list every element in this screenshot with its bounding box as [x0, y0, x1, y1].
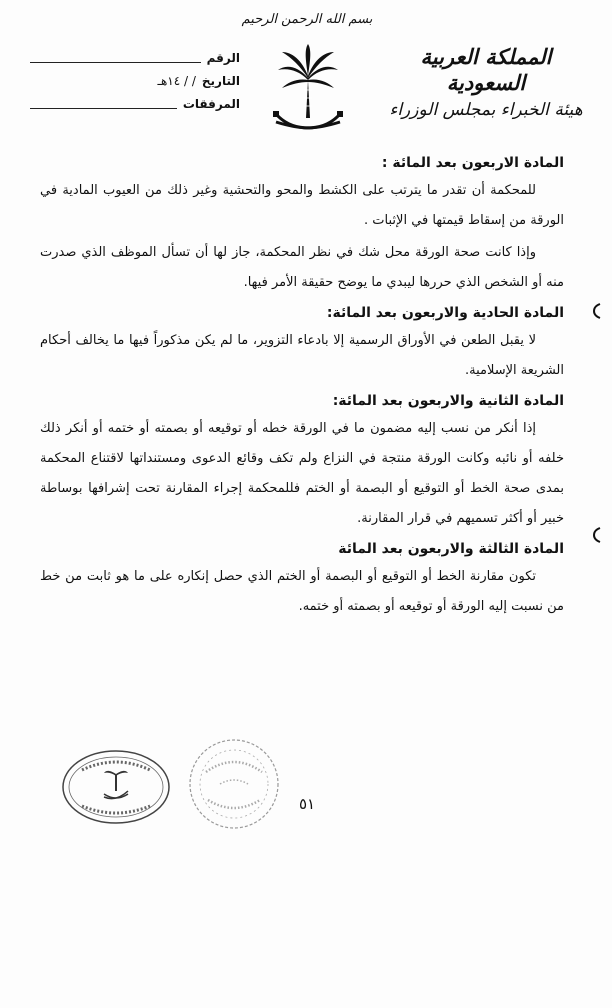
faded-round-seal — [186, 736, 282, 832]
article-141 — [40, 300, 564, 386]
date-format: / / ١٤هـ — [157, 74, 196, 88]
article-paragraph: للمحكمة أن تقدر ما يترتب على الكشط والمحو والتحشية وغير ذلك من العيوب المادية في الورقة من إسقاط قيمتها في الإثبات . — [40, 183, 564, 228]
document-body — [40, 150, 564, 622]
date-row — [30, 67, 240, 90]
basmala-calligraphy: بسم الله الرحمن الرحيم — [241, 12, 373, 27]
attachments-row — [30, 90, 240, 113]
article-title: المادة الاربعون بعد المائة : — [381, 155, 564, 171]
organization-name — [386, 44, 586, 124]
official-seal-stamp — [60, 748, 172, 826]
reference-fields — [30, 44, 240, 113]
article-title: المادة الحادية والاربعون بعد المائة: — [326, 305, 564, 321]
ref-number-row — [30, 44, 240, 67]
article-142 — [40, 388, 564, 534]
attachments-line — [30, 98, 177, 109]
attachments-label: المرفقات — [182, 97, 240, 111]
article-140 — [40, 150, 564, 298]
article-143 — [40, 536, 564, 622]
article-paragraph: إذا أنكر من نسب إليه مضمون ما في الورقة خطه أو توقيعه أو بصمته أو ختمه أو أنكر ذلك خلفه أو نائبه وكانت الورقة منتجة في النزاع ولم تكف وقائع الدعوى ومستنداتها لاقتناع المحكمة بمدى صحة الخط أو التوقيع أو البصمة أو الختم فللمحكمة إجراء المقارنة تحت إشرافها بوساطة خبير أو أكثر تسميهم في قرار المقارنة. — [40, 421, 564, 526]
article-paragraph: تكون مقارنة الخط أو التوقيع أو البصمة أو الختم الذي حصل إنكاره على ما هو ثابت من خط من نسبت إليه الورقة أو توقيعه أو بصمته أو ختمه. — [40, 569, 564, 614]
margin-mark — [590, 303, 602, 319]
ref-number-label: الرقم — [206, 51, 240, 65]
ref-number-line — [30, 52, 201, 63]
article-paragraph: وإذا كانت صحة الورقة محل شك في نظر المحكمة، جاز لها أن تسأل الموظف الذي صدرت منه أو الشخص الذي حررها ليبدي ما يوضح حقيقة الأمر فيها. — [40, 245, 564, 290]
article-title: المادة الثالثة والاربعون بعد المائة — [338, 541, 564, 557]
article-title: المادة الثانية والاربعون بعد المائة: — [332, 393, 564, 409]
article-paragraph: لا يقبل الطعن في الأوراق الرسمية إلا بادعاء التزوير، ما لم يكن مذكوراً فيها ما يخالف أحكام الشريعة الإسلامية. — [40, 333, 564, 378]
org-country: المملكة العربية السعودية — [420, 44, 552, 95]
margin-mark — [590, 527, 602, 543]
saudi-emblem-icon — [268, 40, 348, 140]
page-number: ٥١ — [298, 795, 316, 813]
org-authority: هيئة الخبراء بمجلس الوزراء — [389, 100, 583, 120]
date-label: التاريخ — [201, 74, 240, 88]
